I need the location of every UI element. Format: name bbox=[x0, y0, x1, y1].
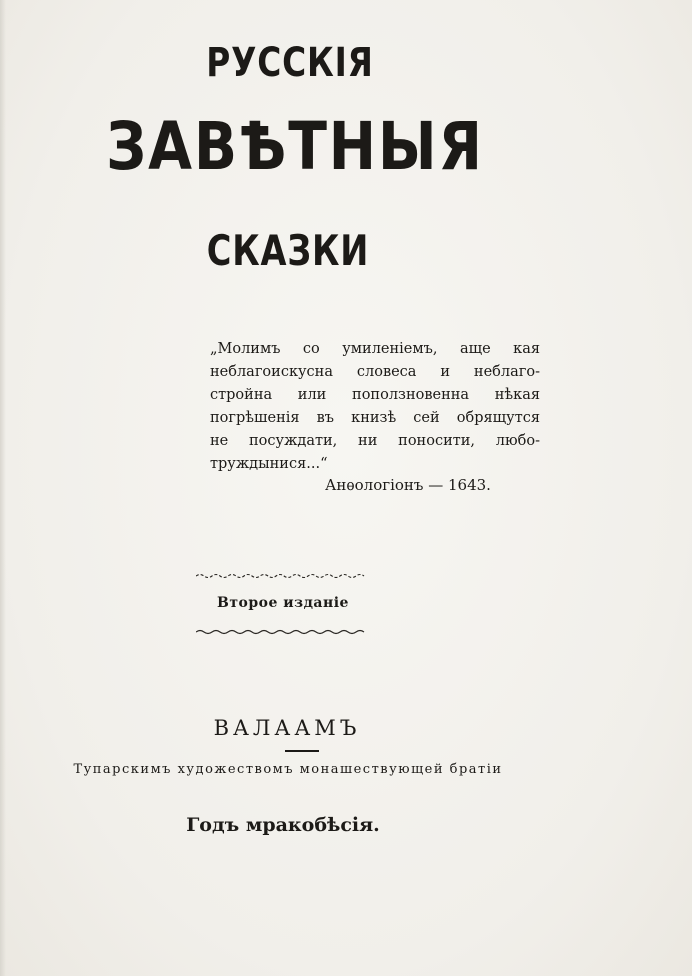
edition-label: Второе изданіе bbox=[217, 595, 349, 611]
imprint-divider bbox=[285, 750, 319, 752]
title-line-2: ЗАВѢТНЫЯ bbox=[106, 108, 484, 185]
epigraph-line: неблагоискусна словеса и неблаго- bbox=[210, 364, 540, 380]
epigraph-line: „Молимъ со умиленіемъ, аще кая bbox=[210, 341, 540, 357]
epigraph-line: погрѣшенія въ книзѣ сей обрящутся bbox=[210, 410, 540, 426]
epigraph bbox=[210, 338, 540, 476]
epigraph-line: труждынися...“ bbox=[210, 456, 328, 472]
title-line-3: СКАЗКИ bbox=[206, 226, 370, 275]
epigraph-line: стройна или поползновенна нѣкая bbox=[210, 387, 540, 403]
title-line-1: РУССКІЯ bbox=[206, 40, 374, 86]
ornamental-rule-bottom bbox=[196, 628, 366, 636]
epigraph-attribution: Анѳологіонъ — 1643. bbox=[325, 476, 491, 494]
imprint-place: ВАЛААМЪ bbox=[213, 716, 361, 740]
ornamental-rule-top bbox=[196, 572, 366, 580]
imprint-printer: Тупарскимъ художествомъ монашествующей братіи bbox=[73, 762, 503, 777]
imprint-year: Годъ мракобѣсія. bbox=[186, 814, 380, 836]
epigraph-line: не посуждати, ни поносити, любо- bbox=[210, 433, 540, 449]
